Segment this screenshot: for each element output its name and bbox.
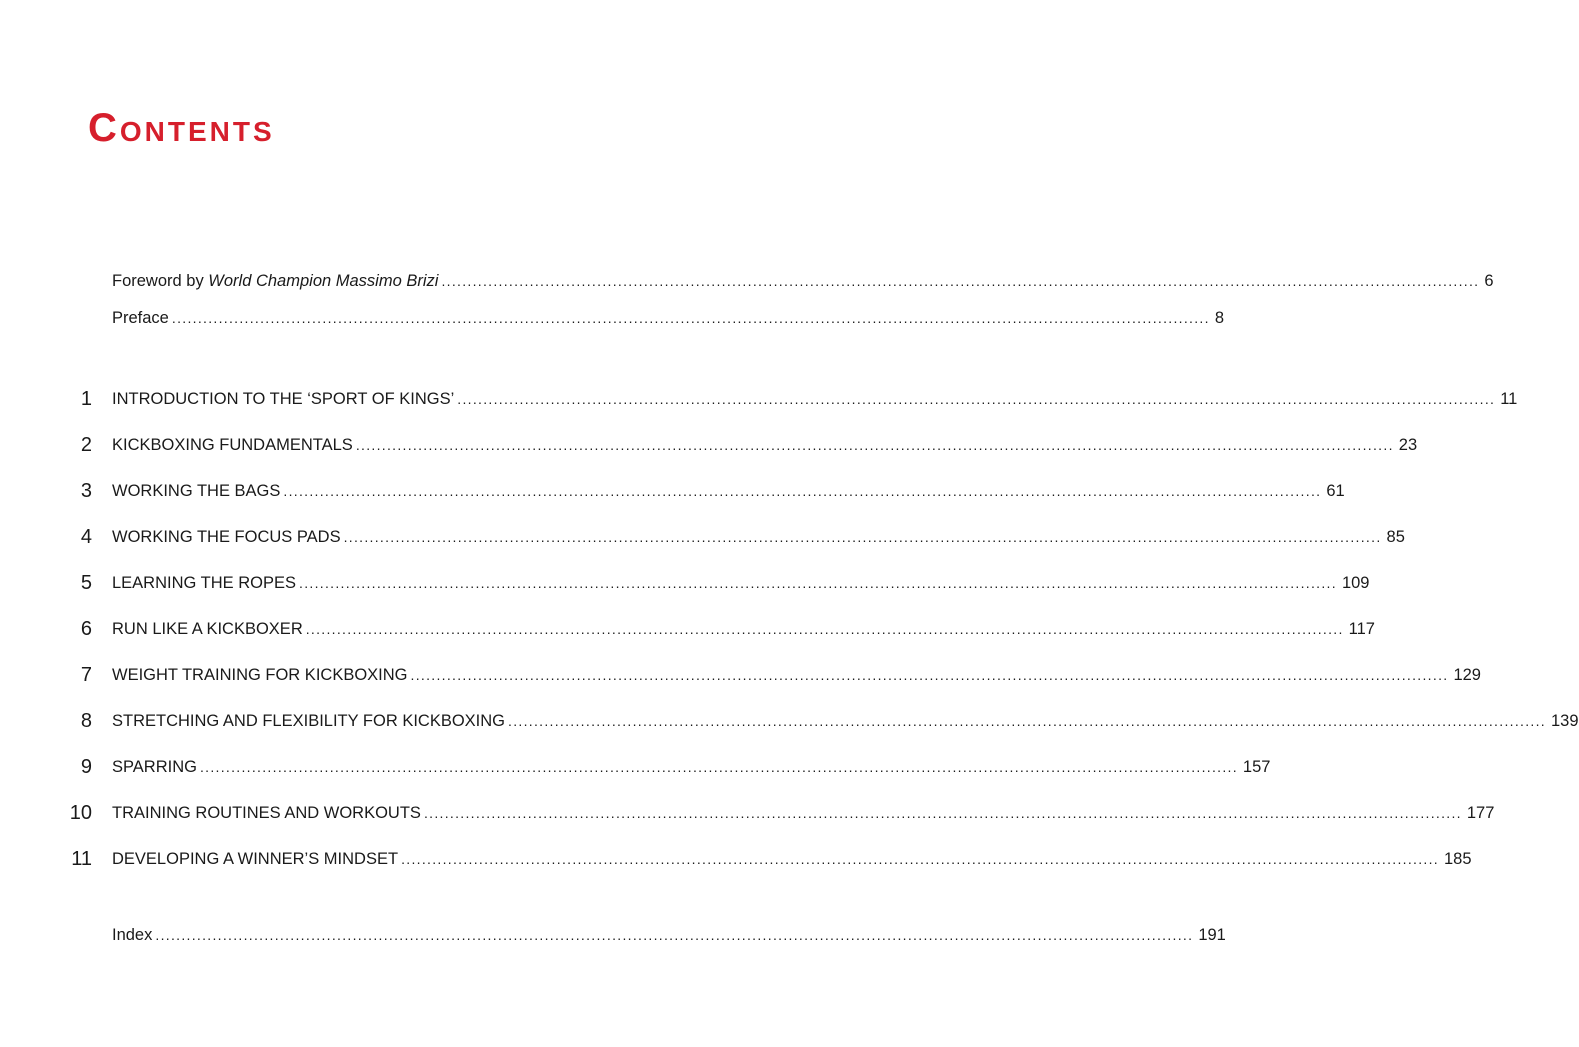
toc-entry-label: Index bbox=[112, 926, 153, 944]
chapter-number: 11 bbox=[71, 848, 92, 870]
chapter-title: SPARRING bbox=[112, 758, 197, 776]
page-title: Contents bbox=[88, 106, 275, 150]
dot-leader: ........................................................................................................................................................................................................ bbox=[155, 927, 1194, 943]
dot-leader: ........................................................................................................................................................................................................ bbox=[171, 310, 1210, 326]
chapter-number: 9 bbox=[80, 756, 92, 778]
toc-page-number: 109 bbox=[1341, 574, 1370, 592]
toc-entry-chapter[interactable] bbox=[112, 614, 1375, 644]
toc-page-number: 139 bbox=[1550, 712, 1579, 730]
chapter-title: WEIGHT TRAINING FOR KICKBOXING bbox=[112, 666, 408, 684]
chapter-title: KICKBOXING FUNDAMENTALS bbox=[112, 436, 353, 454]
chapter-title: WORKING THE FOCUS PADS bbox=[112, 528, 341, 546]
dot-leader: ........................................................................................................................................................................................................ bbox=[401, 851, 1439, 867]
dot-leader: ........................................................................................................................................................................................................ bbox=[283, 483, 1322, 499]
dot-leader: ........................................................................................................................................................................................................ bbox=[355, 437, 1394, 453]
chapter-title: STRETCHING AND FLEXIBILITY FOR KICKBOXING bbox=[112, 712, 506, 730]
chapter-number: 5 bbox=[80, 572, 92, 594]
dot-leader: ........................................................................................................................................................................................................ bbox=[305, 621, 1344, 637]
chapter-number: 1 bbox=[80, 388, 92, 410]
toc-entry-preface[interactable] bbox=[112, 303, 1224, 333]
toc-entry-chapter[interactable] bbox=[112, 430, 1418, 460]
toc-page-number: 185 bbox=[1444, 850, 1472, 868]
toc-entry-chapter[interactable] bbox=[112, 384, 1518, 414]
toc-page-number: 6 bbox=[1484, 272, 1494, 290]
dot-leader: ........................................................................................................................................................................................................ bbox=[441, 273, 1480, 289]
toc-page-number: 11 bbox=[1500, 390, 1518, 408]
chapter-number: 2 bbox=[80, 434, 92, 456]
dot-leader: ........................................................................................................................................................................................................ bbox=[410, 667, 1449, 683]
toc-page-number: 85 bbox=[1386, 528, 1405, 546]
chapter-title: DEVELOPING A WINNER’S MINDSET bbox=[112, 850, 399, 868]
toc-page-number: 117 bbox=[1348, 620, 1375, 638]
toc-page-number: 129 bbox=[1453, 666, 1481, 684]
dot-leader: ........................................................................................................................................................................................................ bbox=[423, 805, 1462, 821]
toc-page-number: 177 bbox=[1466, 804, 1495, 822]
chapter-number: 6 bbox=[80, 618, 92, 640]
toc-page-number: 191 bbox=[1198, 926, 1226, 944]
toc-page-number: 61 bbox=[1326, 482, 1345, 500]
toc-page-number: 23 bbox=[1398, 436, 1418, 454]
dot-leader: ........................................................................................................................................................................................................ bbox=[343, 529, 1382, 545]
toc-entry-chapter[interactable] bbox=[112, 752, 1271, 782]
toc-page-number: 157 bbox=[1242, 758, 1271, 776]
chapter-number: 3 bbox=[80, 480, 92, 502]
toc-entry-foreword[interactable] bbox=[112, 266, 1494, 296]
dot-leader: ........................................................................................................................................................................................................ bbox=[508, 713, 1546, 729]
chapter-number: 10 bbox=[69, 802, 92, 824]
chapter-number: 7 bbox=[80, 664, 92, 686]
toc-entry-chapter[interactable] bbox=[112, 476, 1345, 506]
chapter-number: 8 bbox=[80, 710, 92, 732]
toc-entry-chapter[interactable] bbox=[112, 568, 1370, 598]
chapter-title: TRAINING ROUTINES AND WORKOUTS bbox=[112, 804, 421, 822]
chapter-number: 4 bbox=[80, 526, 92, 548]
toc-entry-chapter[interactable] bbox=[112, 522, 1405, 552]
dot-leader: ........................................................................................................................................................................................................ bbox=[457, 391, 1496, 407]
toc-entry-label: Foreword by World Champion Massimo Brizi bbox=[112, 272, 439, 290]
chapter-title: WORKING THE BAGS bbox=[112, 482, 281, 500]
toc-page-number: 8 bbox=[1214, 309, 1224, 327]
chapter-title: LEARNING THE ROPES bbox=[112, 574, 296, 592]
dot-leader: ........................................................................................................................................................................................................ bbox=[199, 759, 1238, 775]
chapter-title: RUN LIKE A KICKBOXER bbox=[112, 620, 303, 638]
toc-entry-chapter[interactable] bbox=[112, 798, 1495, 828]
toc-entry-chapter[interactable] bbox=[112, 660, 1481, 690]
toc-entry-index[interactable] bbox=[112, 920, 1226, 950]
toc-entry-chapter[interactable] bbox=[112, 844, 1472, 874]
toc-entry-chapter[interactable] bbox=[112, 706, 1579, 736]
dot-leader: ........................................................................................................................................................................................................ bbox=[299, 575, 1337, 591]
toc-entry-label: Preface bbox=[112, 309, 169, 327]
chapter-title: INTRODUCTION TO THE ‘SPORT OF KINGS’ bbox=[112, 390, 455, 408]
